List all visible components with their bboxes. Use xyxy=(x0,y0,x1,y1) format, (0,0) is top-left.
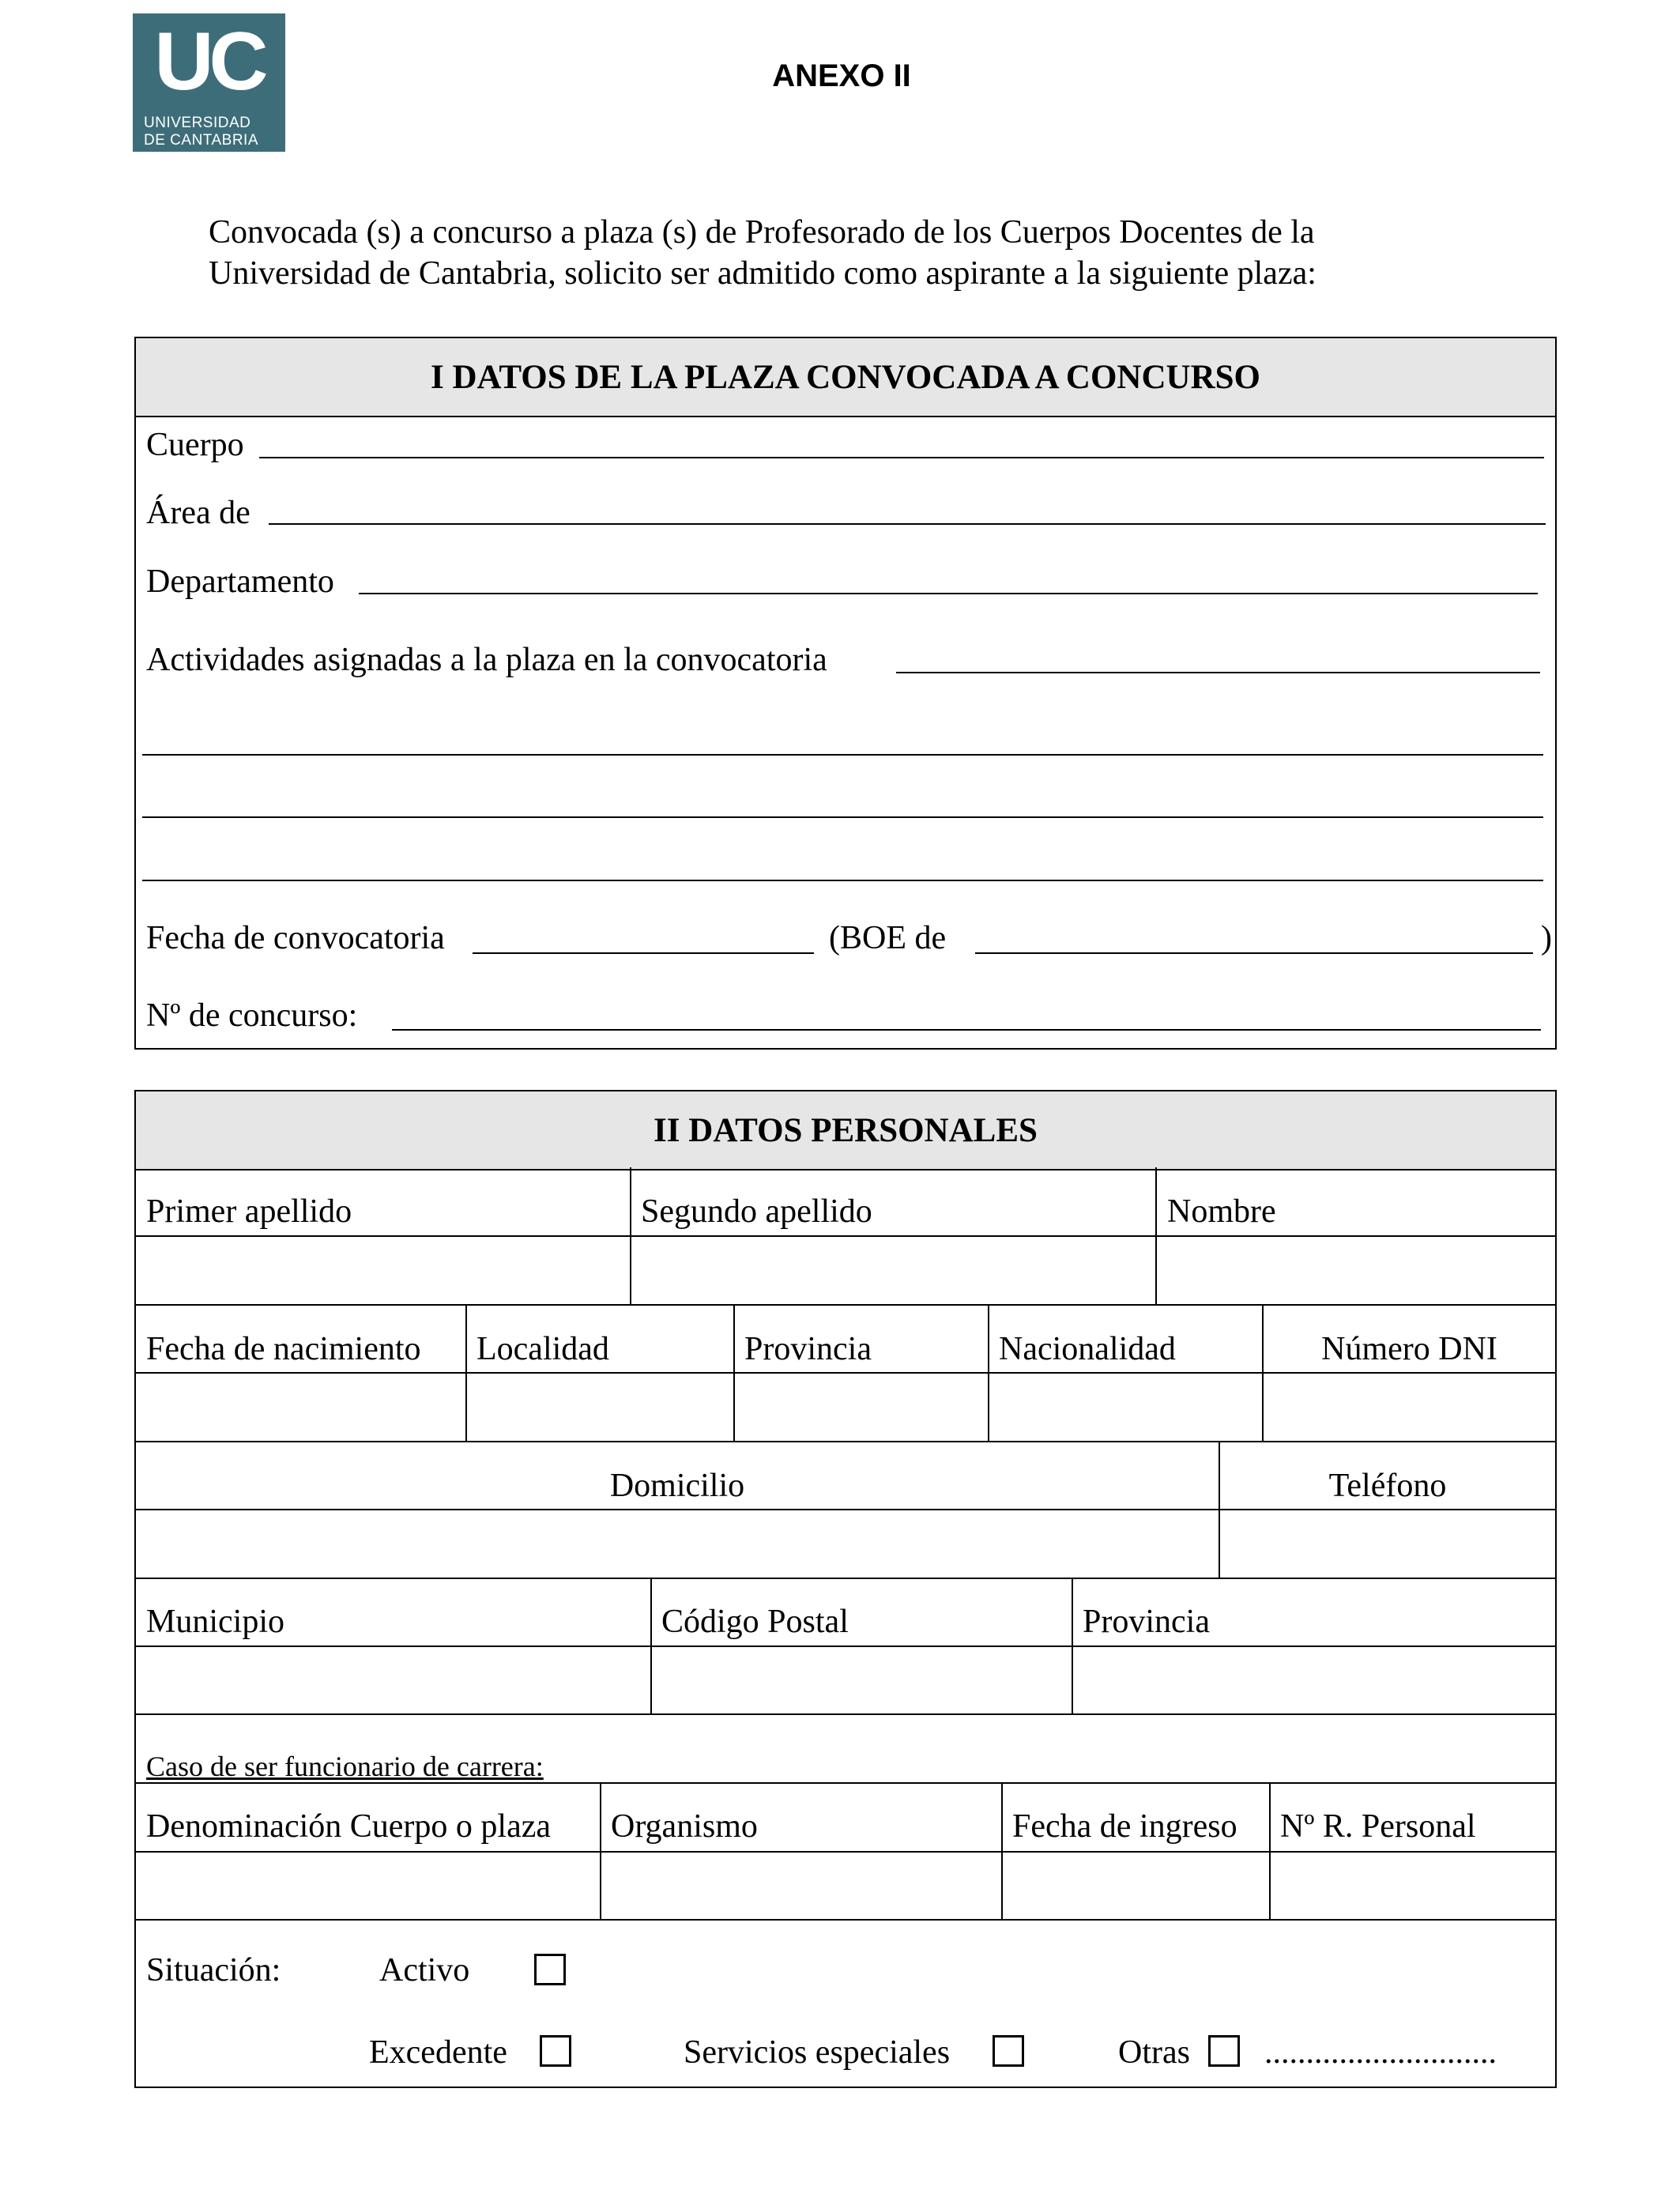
servicios-especiales-label: Servicios especiales xyxy=(684,2034,951,2071)
actividades-line-2[interactable] xyxy=(142,754,1543,756)
actividades-label: Actividades asignadas a la plaza en la convocatoria xyxy=(146,642,827,678)
fecha-convocatoria-label: Fecha de convocatoria xyxy=(146,920,445,956)
grid-line xyxy=(134,1578,1557,1579)
activo-checkbox[interactable] xyxy=(534,1954,566,1985)
nrp-field[interactable] xyxy=(1271,1853,1555,1919)
area-label: Área de xyxy=(146,495,250,531)
university-logo xyxy=(133,13,285,152)
domicilio-label: Domicilio xyxy=(609,1468,745,1504)
fecha-ingreso-field[interactable] xyxy=(1003,1853,1269,1919)
fecha-nacimiento-label: Fecha de nacimiento xyxy=(146,1331,421,1367)
intro-line-2: Universidad de Cantabria, solicito ser admitido como aspirante a la siguiente plaza: xyxy=(209,255,1317,292)
nacionalidad-label: Nacionalidad xyxy=(999,1331,1176,1367)
grid-line xyxy=(134,1441,1557,1442)
grid-line xyxy=(134,1304,1557,1306)
nrp-label: Nº R. Personal xyxy=(1280,1808,1476,1845)
segundo-apellido-label: Segundo apellido xyxy=(641,1193,872,1230)
activo-label: Activo xyxy=(379,1952,470,1989)
excedente-label: Excedente xyxy=(369,2034,507,2071)
otras-label: Otras xyxy=(1118,2034,1190,2071)
denominacion-cuerpo-label: Denominación Cuerpo o plaza xyxy=(146,1808,551,1845)
otras-checkbox[interactable] xyxy=(1208,2035,1240,2067)
situacion-label: Situación: xyxy=(146,1952,281,1989)
servicios-especiales-checkbox[interactable] xyxy=(993,2035,1024,2067)
codigo-postal-label: Código Postal xyxy=(661,1604,849,1640)
cuerpo-line[interactable] xyxy=(259,457,1544,458)
boe-label: (BOE de xyxy=(829,920,947,956)
section-plaza-heading: I DATOS DE LA PLAZA CONVOCADA A CONCURSO xyxy=(136,338,1555,417)
provincia-nacimiento-field[interactable] xyxy=(735,1374,988,1441)
boe-line[interactable] xyxy=(975,952,1533,954)
actividades-line-3[interactable] xyxy=(142,816,1543,818)
logo-monogram: UC xyxy=(154,16,264,107)
organismo-label: Organismo xyxy=(611,1808,758,1845)
provincia-domicilio-field[interactable] xyxy=(1073,1647,1555,1713)
actividades-line-1[interactable] xyxy=(896,672,1540,673)
numero-dni-label: Número DNI xyxy=(1321,1331,1497,1367)
intro-line-1: Convocada (s) a concurso a plaza (s) de Profesorado de los Cuerpos Docentes de la xyxy=(209,214,1315,251)
fecha-nacimiento-field[interactable] xyxy=(136,1374,465,1441)
nombre-field[interactable] xyxy=(1157,1237,1555,1304)
nombre-label: Nombre xyxy=(1167,1193,1276,1230)
fecha-ingreso-label: Fecha de ingreso xyxy=(1012,1808,1237,1845)
telefono-field[interactable] xyxy=(1220,1510,1555,1578)
boe-close-paren: ) xyxy=(1541,920,1552,956)
logo-line-1: UNIVERSIDAD xyxy=(144,115,251,131)
nacionalidad-field[interactable] xyxy=(989,1374,1262,1441)
organismo-field[interactable] xyxy=(601,1853,1001,1919)
domicilio-field[interactable] xyxy=(136,1510,1219,1578)
fecha-convocatoria-line[interactable] xyxy=(473,952,814,954)
telefono-label: Teléfono xyxy=(1328,1468,1447,1504)
municipio-label: Municipio xyxy=(146,1604,284,1640)
segundo-apellido-field[interactable] xyxy=(631,1237,1155,1304)
provincia-domicilio-label: Provincia xyxy=(1083,1604,1210,1640)
localidad-label: Localidad xyxy=(477,1331,609,1367)
excedente-checkbox[interactable] xyxy=(540,2035,571,2067)
numero-dni-field[interactable] xyxy=(1264,1374,1555,1441)
provincia-nacimiento-label: Provincia xyxy=(744,1331,872,1367)
codigo-postal-field[interactable] xyxy=(652,1647,1072,1713)
actividades-line-4[interactable] xyxy=(142,880,1543,881)
departamento-label: Departamento xyxy=(146,564,334,600)
primer-apellido-label: Primer apellido xyxy=(146,1193,352,1230)
section-personal-heading: II DATOS PERSONALES xyxy=(136,1091,1555,1171)
area-line[interactable] xyxy=(269,523,1546,525)
document-title: ANEXO II xyxy=(772,58,911,93)
localidad-field[interactable] xyxy=(467,1374,733,1441)
municipio-field[interactable] xyxy=(136,1647,650,1713)
otras-dots[interactable]: ............................ xyxy=(1264,2034,1497,2071)
n-concurso-label: Nº de concurso: xyxy=(146,997,358,1034)
grid-line xyxy=(134,1713,1557,1715)
n-concurso-line[interactable] xyxy=(392,1029,1541,1031)
grid-line xyxy=(134,1919,1557,1921)
departamento-line[interactable] xyxy=(359,593,1538,594)
cuerpo-label: Cuerpo xyxy=(146,427,244,463)
primer-apellido-field[interactable] xyxy=(136,1237,630,1304)
funcionario-note: Caso de ser funcionario de carrera: xyxy=(146,1751,544,1782)
denominacion-cuerpo-field[interactable] xyxy=(136,1853,600,1919)
logo-line-2: DE CANTABRIA xyxy=(144,132,259,149)
